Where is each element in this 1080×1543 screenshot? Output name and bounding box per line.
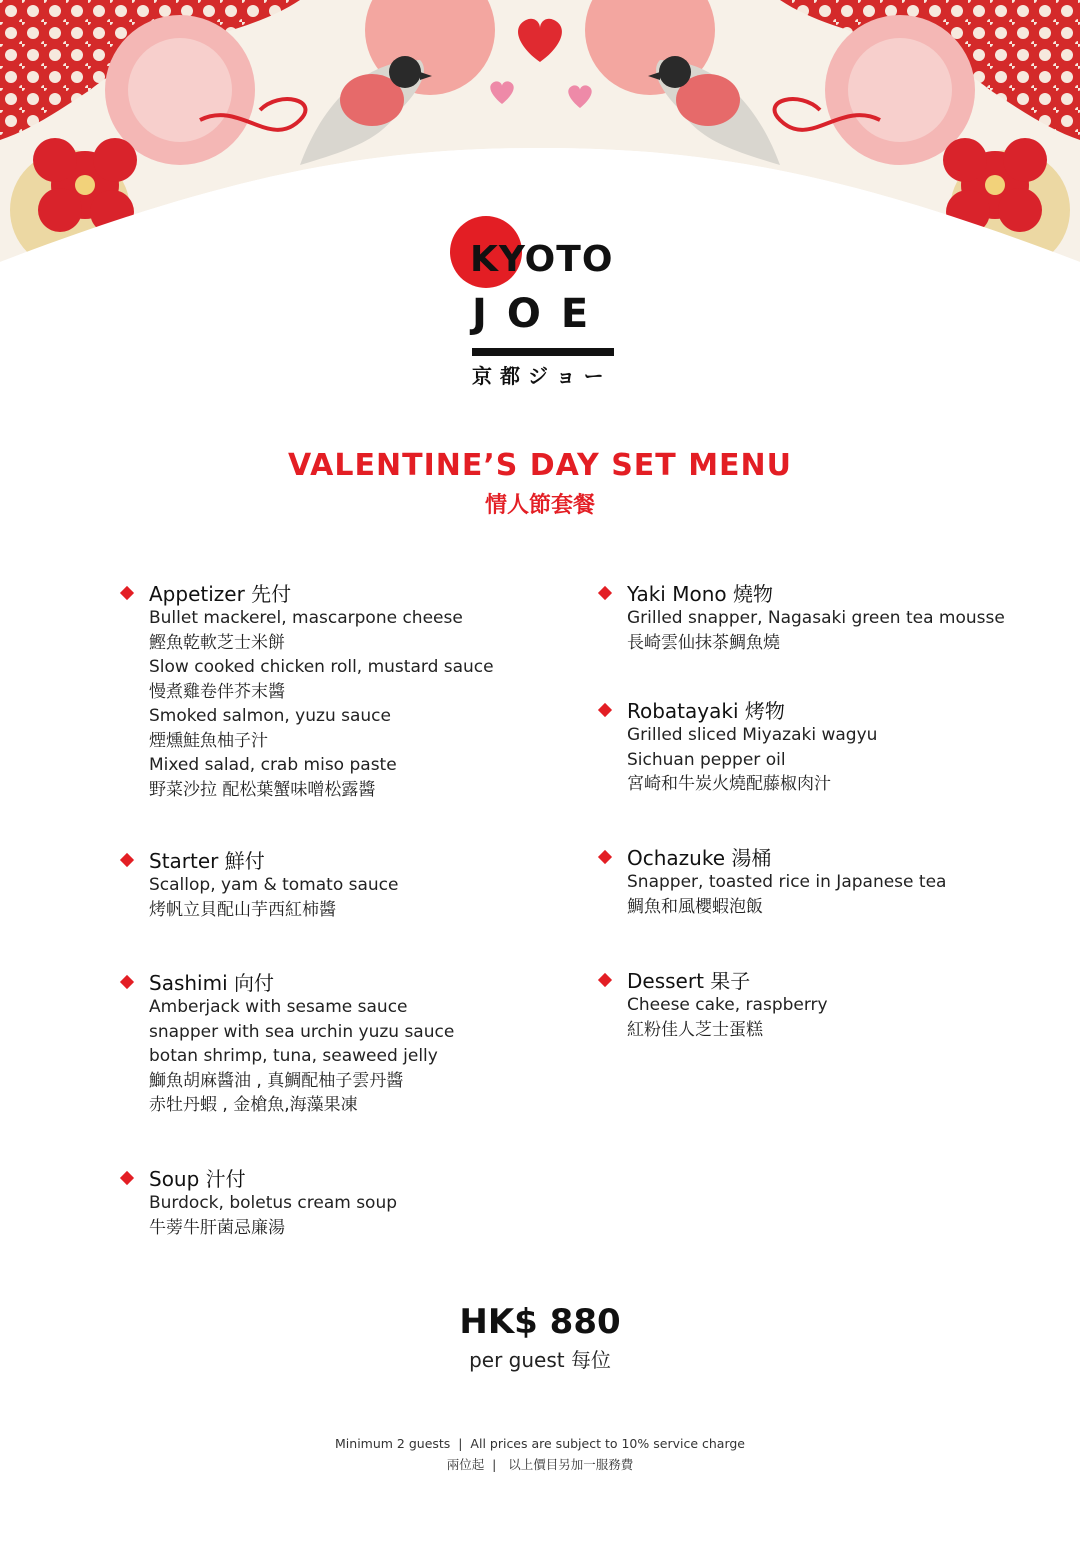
menu-subtitle: 情人節套餐 (484, 493, 595, 518)
course-line: 煙燻鮭魚柚子汁 (149, 730, 268, 751)
course-starter (120, 849, 580, 971)
logo-text-joe: JOE (472, 291, 609, 337)
diamond-bullet-icon (120, 586, 134, 600)
per-guest-label: per guest 每位 (469, 1348, 611, 1372)
course-line: Grilled sliced Miyazaki wagyu (627, 725, 878, 745)
kyoto-joe-logo (448, 214, 628, 394)
diamond-bullet-icon (598, 586, 612, 600)
course-line: 慢煮雞卷伴芥末醬 (149, 681, 285, 702)
diamond-bullet-icon (120, 975, 134, 989)
course-line: 宮崎和牛炭火燒配藤椒肉汁 (627, 774, 831, 794)
course-name: Starter 鮮付 (149, 849, 265, 873)
footer-note-chinese: 兩位起 | 以上價目另加一服務費 (446, 1457, 634, 1472)
course-line: 烤帆立貝配山芋西紅柿醬 (149, 899, 336, 920)
course-line: Grilled snapper, Nagasaki green tea mousse (627, 608, 1005, 628)
course-name: Soup 汁付 (149, 1167, 246, 1191)
course-yaki-mono (598, 582, 1058, 699)
course-line: 紅粉佳人芝士蛋糕 (627, 1019, 763, 1040)
course-soup (120, 1167, 580, 1240)
course-line: Sichuan pepper oil (627, 749, 786, 770)
course-robatayaki (598, 699, 1058, 846)
logo-text-kyoto: KYOTO (470, 239, 614, 280)
course-line: 野菜沙拉 配松葉蟹味噌松露醬 (149, 779, 376, 800)
course-line: 牛蒡牛肝菌忌廉湯 (149, 1217, 285, 1238)
course-sashimi (120, 971, 580, 1167)
course-dessert (598, 969, 1058, 1042)
course-name: Yaki Mono 燒物 (627, 582, 773, 606)
course-ochazuke (598, 846, 1058, 969)
set-price: HK$ 880 (459, 1302, 621, 1342)
menu-column-left (120, 582, 580, 1240)
course-line: Burdock, boletus cream soup (149, 1193, 398, 1213)
footer-note-english: Minimum 2 guests | All prices are subject to 10% service charge (335, 1436, 745, 1451)
course-name: Sashimi 向付 (149, 971, 274, 995)
course-appetizer (120, 582, 580, 849)
course-line: botan shrimp, tuna, seaweed jelly (149, 1046, 438, 1066)
course-line: Amberjack with sesame sauce (149, 997, 408, 1017)
logo-text-japanese: 京都ジョー (472, 364, 612, 388)
course-line: 鰹魚乾軟芝士米餅 (149, 632, 285, 653)
course-line: 赤牡丹蝦 , 金槍魚,海藻果凍 (149, 1095, 358, 1115)
course-line: 鯛魚和風櫻蝦泡飯 (627, 896, 763, 917)
diamond-bullet-icon (598, 703, 612, 717)
diamond-bullet-icon (120, 853, 134, 867)
course-line: 長崎雲仙抹茶鯛魚燒 (627, 632, 780, 653)
course-line: 鰤魚胡麻醬油 , 真鯛配柚子雲丹醬 (149, 1070, 404, 1091)
course-line: Scallop, yam & tomato sauce (149, 875, 399, 895)
course-line: snapper with sea urchin yuzu sauce (149, 1021, 455, 1042)
course-line: Smoked salmon, yuzu sauce (149, 706, 391, 726)
logo-divider (472, 348, 614, 356)
course-line: Bullet mackerel, mascarpone cheese (149, 608, 463, 628)
course-name: Robatayaki 烤物 (627, 699, 785, 723)
course-name: Appetizer 先付 (149, 582, 292, 606)
course-line: Mixed salad, crab miso paste (149, 755, 397, 775)
course-name: Dessert 果子 (627, 969, 751, 993)
diamond-bullet-icon (598, 973, 612, 987)
course-name: Ochazuke 湯桶 (627, 846, 772, 870)
menu-column-right (598, 582, 1058, 1042)
diamond-bullet-icon (598, 850, 612, 864)
menu-title: VALENTINE’S DAY SET MENU (287, 448, 793, 483)
diamond-bullet-icon (120, 1171, 134, 1185)
course-line: Snapper, toasted rice in Japanese tea (627, 872, 947, 892)
course-line: Cheese cake, raspberry (627, 995, 828, 1015)
course-line: Slow cooked chicken roll, mustard sauce (149, 657, 494, 677)
